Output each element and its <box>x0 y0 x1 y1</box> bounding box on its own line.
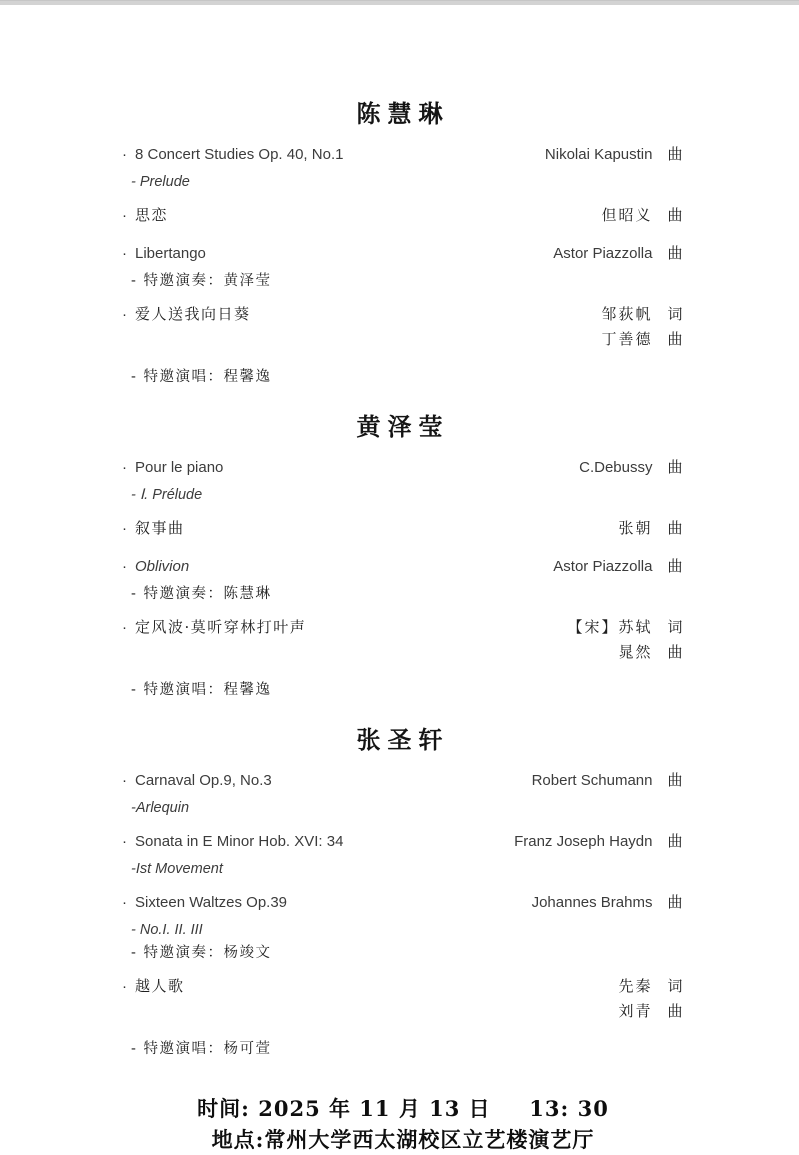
piece-subtitle: - No.I. II. III <box>131 922 203 938</box>
piece-subtitle: - 特邀演唱：程馨逸 <box>131 682 272 698</box>
credit-name: Astor Piazzolla <box>553 558 653 575</box>
piece-title: Sixteen Waltzes Op.39 <box>135 894 288 911</box>
piece-subtitles <box>131 172 684 192</box>
program-item <box>122 518 684 543</box>
performer-section <box>122 99 684 387</box>
bullet-icon: · <box>122 772 127 789</box>
piece-credits <box>553 556 684 581</box>
credit-role: 曲 <box>667 643 684 661</box>
program-item <box>122 556 684 604</box>
bullet-icon: · <box>122 833 127 850</box>
program-sections <box>122 99 684 1059</box>
credit-line <box>567 617 684 638</box>
credit-role: 曲 <box>667 458 684 476</box>
piece-title-line <box>122 304 251 325</box>
piece-subtitles <box>131 584 684 604</box>
program-item <box>122 831 684 879</box>
credit-role: 曲 <box>667 244 684 262</box>
piece-title: Carnaval Op.9, No.3 <box>135 772 272 789</box>
piece-title: Oblivion <box>135 558 190 575</box>
program-item-row <box>122 556 684 581</box>
piece-subtitles <box>131 680 684 700</box>
piece-credits <box>553 243 684 268</box>
program-item <box>122 243 684 291</box>
piece-subtitle: - 特邀演奏：陈慧琳 <box>131 586 272 602</box>
piece-credits <box>618 976 684 1026</box>
piece-title: 8 Concert Studies Op. 40, No.1 <box>135 146 344 163</box>
piece-subtitle: - 特邀演奏：黄泽莹 <box>131 273 272 289</box>
credit-line <box>545 144 684 165</box>
credit-role: 词 <box>667 305 684 323</box>
piece-title: Libertango <box>135 245 206 262</box>
credit-line <box>601 304 684 325</box>
piece-title-line <box>122 976 185 997</box>
bullet-icon: · <box>122 619 127 636</box>
credit-name: 但昭义 <box>601 206 653 224</box>
piece-subtitle: - 特邀演唱：杨可萱 <box>131 1041 272 1057</box>
credit-role: 曲 <box>667 771 684 789</box>
credit-line <box>601 205 684 226</box>
event-location: 地点:常州大学西太湖校区立艺楼演艺厅 <box>211 1127 595 1152</box>
bullet-icon: · <box>122 459 127 476</box>
piece-subtitle: -Arlequin <box>131 800 190 816</box>
credit-line <box>618 1001 684 1022</box>
piece-title: 定风波·莫听穿林打叶声 <box>135 618 307 636</box>
credit-line <box>618 976 684 997</box>
credit-name: Astor Piazzolla <box>553 245 653 262</box>
credit-name: Nikolai Kapustin <box>544 146 653 163</box>
bullet-icon: · <box>122 207 127 224</box>
piece-title-line <box>122 144 343 165</box>
piece-title: 叙事曲 <box>135 519 185 537</box>
credit-line <box>532 770 684 791</box>
piece-title: 越人歌 <box>135 977 185 995</box>
performer-section <box>122 725 684 1059</box>
piece-credits <box>532 892 684 917</box>
credit-name: 先秦 <box>618 977 653 995</box>
credit-name: C.Debussy <box>579 459 653 476</box>
piece-title-line <box>122 457 223 478</box>
credit-role: 曲 <box>667 1002 684 1020</box>
piece-subtitle: -Ist Movement <box>131 861 223 877</box>
piece-credits <box>514 831 684 856</box>
performer-section <box>122 412 684 700</box>
piece-title-line <box>122 518 185 539</box>
credit-role: 曲 <box>667 557 684 575</box>
bullet-icon: · <box>122 558 127 575</box>
credit-line <box>618 518 684 539</box>
credit-name: Franz Joseph Haydn <box>514 833 653 850</box>
program-item-row <box>122 892 684 917</box>
credit-name: 刘青 <box>618 1002 653 1020</box>
credit-name: 晁然 <box>618 643 653 661</box>
piece-credits <box>601 304 684 354</box>
credit-role: 曲 <box>667 145 684 163</box>
piece-subtitle: - Ⅰ. Prélude <box>131 487 203 503</box>
program-item-row <box>122 831 684 856</box>
program-item-row <box>122 243 684 268</box>
piece-subtitles <box>131 1039 684 1059</box>
program-item-row <box>122 518 684 543</box>
credit-line <box>601 329 684 350</box>
program-item <box>122 617 684 700</box>
credit-role: 词 <box>667 618 684 636</box>
credit-name: 邹荻帆 <box>601 305 653 323</box>
bullet-icon: · <box>122 894 127 911</box>
credit-line <box>553 243 684 264</box>
credit-line <box>532 892 684 913</box>
piece-subtitle: - 特邀演奏：杨竣文 <box>131 945 272 961</box>
piece-credits <box>618 518 684 543</box>
bullet-icon: · <box>122 306 127 323</box>
credit-name: 张朝 <box>618 519 653 537</box>
program-item <box>122 304 684 387</box>
program-item <box>122 457 684 505</box>
piece-title: Sonata in E Minor Hob. XVI: 34 <box>135 833 344 850</box>
bullet-icon: · <box>122 978 127 995</box>
piece-title-line <box>122 831 343 852</box>
piece-subtitles <box>131 798 684 818</box>
piece-title: 爱人送我向日葵 <box>135 305 251 323</box>
event-info-footer <box>122 1093 684 1155</box>
concert-program-page <box>0 5 799 1155</box>
event-time: 时间: 2025 年 11 月 13 日 13: 30 <box>197 1096 609 1121</box>
credit-role: 曲 <box>667 330 684 348</box>
piece-subtitles <box>131 859 684 879</box>
piece-title-line <box>122 205 168 226</box>
piece-title-line <box>122 770 272 791</box>
piece-credits <box>579 457 684 482</box>
bullet-icon: · <box>122 146 127 163</box>
credit-name: 丁善德 <box>601 330 653 348</box>
credit-role: 曲 <box>667 893 684 911</box>
program-item-row <box>122 457 684 482</box>
program-item <box>122 892 684 963</box>
credit-role: 曲 <box>667 519 684 537</box>
credit-line <box>567 642 684 663</box>
piece-credits <box>532 770 684 795</box>
program-item <box>122 770 684 818</box>
piece-subtitles <box>131 367 684 387</box>
bullet-icon: · <box>122 520 127 537</box>
piece-title: Pour le piano <box>135 459 224 476</box>
program-item-row <box>122 205 684 230</box>
credit-name: Johannes Brahms <box>531 894 653 911</box>
performer-name-heading: 陈慧琳 <box>356 99 450 128</box>
piece-subtitle: - Prelude <box>131 174 190 190</box>
credit-role: 词 <box>667 977 684 995</box>
piece-title-line <box>122 243 206 264</box>
piece-title: 思恋 <box>135 206 169 224</box>
program-item <box>122 976 684 1059</box>
program-item <box>122 205 684 230</box>
program-item <box>122 144 684 192</box>
performer-name-heading: 张圣轩 <box>356 725 450 754</box>
performer-name-heading: 黄泽莹 <box>356 412 450 441</box>
program-item-row <box>122 976 684 1026</box>
credit-role: 曲 <box>667 832 684 850</box>
program-item-row <box>122 144 684 169</box>
program-item-row <box>122 770 684 795</box>
credit-name: Robert Schumann <box>531 772 653 789</box>
piece-subtitle: - 特邀演唱：程馨逸 <box>131 369 272 385</box>
credit-line <box>579 457 684 478</box>
credit-name: 【宋】苏轼 <box>567 618 653 636</box>
piece-title-line <box>122 556 189 577</box>
piece-credits <box>545 144 684 169</box>
piece-credits <box>567 617 684 667</box>
program-item-row <box>122 617 684 667</box>
piece-credits <box>601 205 684 230</box>
credit-line <box>514 831 684 852</box>
piece-subtitles <box>131 271 684 291</box>
credit-line <box>553 556 684 577</box>
piece-title-line <box>122 617 306 638</box>
bullet-icon: · <box>122 245 127 262</box>
piece-subtitles <box>131 485 684 505</box>
credit-role: 曲 <box>667 206 684 224</box>
piece-subtitles <box>131 920 684 963</box>
piece-title-line <box>122 892 287 913</box>
program-item-row <box>122 304 684 354</box>
